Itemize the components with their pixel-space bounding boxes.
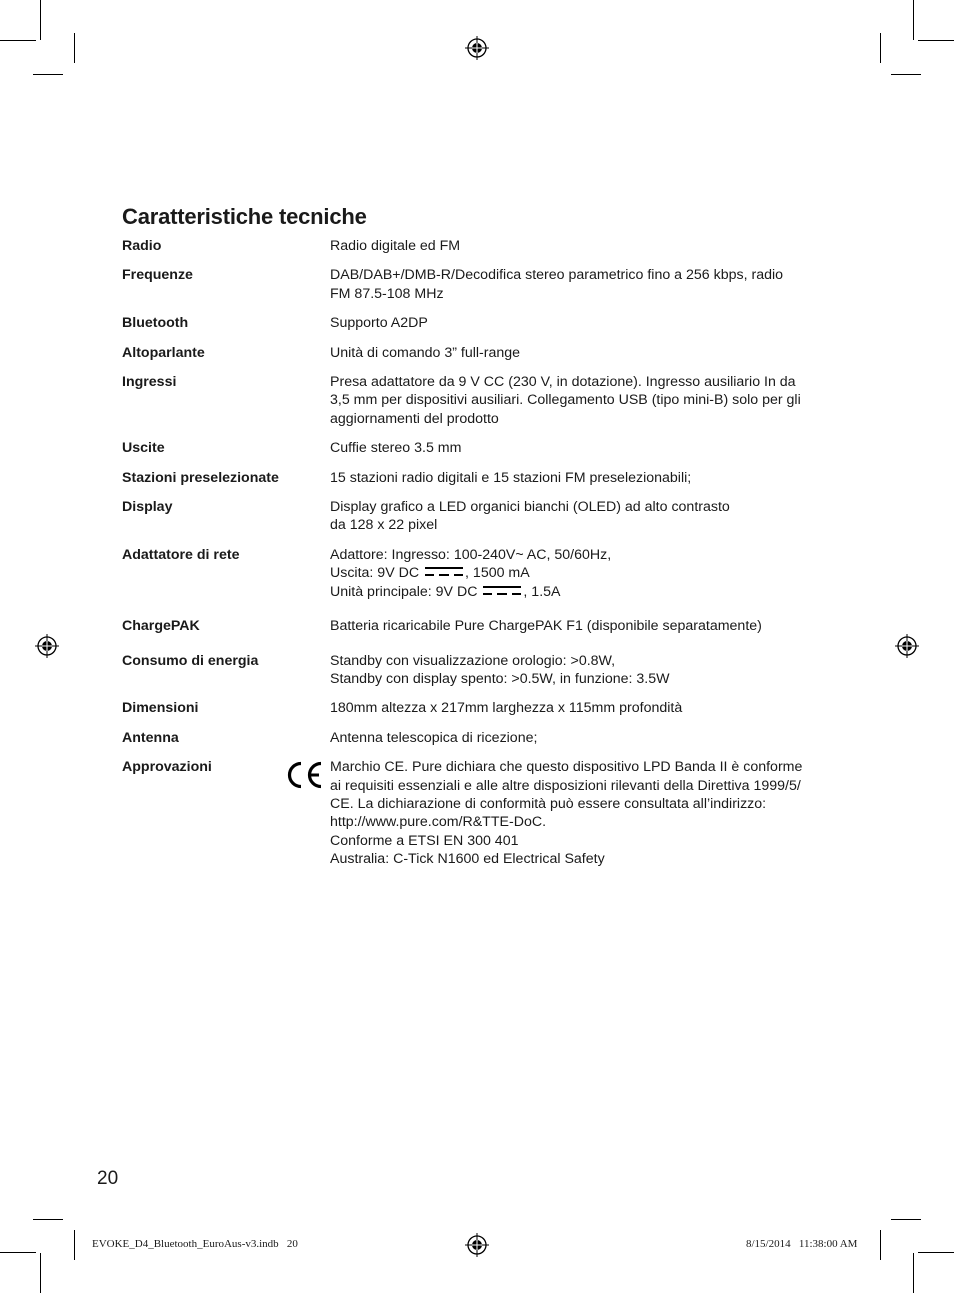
spec-value-line: Marchio CE. Pure dichiara che questo dispositivo LPD Banda II è conforme bbox=[330, 759, 803, 776]
dc-line-before: Uscita: 9V DC bbox=[330, 565, 420, 582]
spec-value-line: Unità di comando 3” full-range bbox=[330, 344, 521, 361]
spec-value-line: 180mm altezza x 217mm larghezza x 115mm profondità bbox=[330, 700, 683, 717]
spec-row-stazioni bbox=[122, 469, 842, 487]
spec-label: Display bbox=[122, 499, 173, 516]
registration-mark-icon bbox=[895, 634, 919, 658]
spec-row-display bbox=[122, 498, 842, 535]
spec-value-line bbox=[330, 583, 842, 601]
ce-mark-icon bbox=[284, 760, 324, 790]
crop-mark bbox=[913, 1253, 914, 1293]
footer-filename: EVOKE_D4_Bluetooth_EuroAus-v3.indb 20 bbox=[92, 1238, 298, 1250]
spec-value bbox=[330, 469, 842, 487]
dc-line-before: Unità principale: 9V DC bbox=[330, 583, 478, 600]
spec-value-line: FM 87.5-108 MHz bbox=[330, 285, 444, 302]
spec-value-line: Display grafico a LED organici bianchi (OLED) ad alto contrasto bbox=[330, 499, 730, 516]
spec-row-dimensioni bbox=[122, 699, 842, 717]
spec-label: Adattatore di rete bbox=[122, 546, 240, 563]
spec-value bbox=[330, 546, 842, 601]
spec-label: Consumo di energia bbox=[122, 652, 259, 669]
crop-mark bbox=[918, 40, 954, 41]
crop-mark bbox=[880, 33, 881, 63]
page-title: Caratteristiche tecniche bbox=[122, 204, 367, 229]
spec-label: ChargePAK bbox=[122, 618, 200, 635]
spec-label: Stazioni preselezionate bbox=[122, 469, 279, 486]
crop-mark bbox=[40, 1253, 41, 1293]
crop-mark bbox=[891, 1219, 921, 1220]
crop-mark bbox=[0, 40, 36, 41]
spec-row-ingressi bbox=[122, 373, 842, 428]
crop-mark bbox=[891, 74, 921, 75]
footer-timestamp: 8/15/2014 11:38:00 AM bbox=[746, 1238, 858, 1250]
spec-value-line: Supporto A2DP bbox=[330, 315, 428, 332]
spec-value bbox=[330, 439, 842, 457]
spec-value bbox=[330, 652, 842, 689]
crop-mark bbox=[0, 1252, 36, 1253]
spec-value bbox=[330, 699, 842, 717]
registration-mark-icon bbox=[465, 1233, 489, 1257]
spec-value bbox=[330, 266, 842, 303]
spec-value-line: Cuffie stereo 3.5 mm bbox=[330, 440, 462, 457]
dc-symbol-icon bbox=[483, 585, 521, 597]
spec-label: Frequenze bbox=[122, 267, 193, 284]
spec-row-consumo bbox=[122, 652, 842, 689]
crop-mark bbox=[33, 1219, 63, 1220]
spec-value-line: Australia: C-Tick N1600 ed Electrical Safety bbox=[330, 851, 605, 868]
crop-mark bbox=[913, 0, 914, 40]
spec-label: Uscite bbox=[122, 440, 165, 457]
spec-value bbox=[330, 617, 842, 635]
spec-value-line: Standby con display spento: >0.5W, in funzione: 3.5W bbox=[330, 670, 670, 687]
spec-row-antenna bbox=[122, 729, 842, 747]
dc-line-after: , 1500 mA bbox=[465, 565, 530, 582]
spec-value-line: Radio digitale ed FM bbox=[330, 238, 461, 254]
crop-mark bbox=[74, 1230, 75, 1260]
spec-row-radio bbox=[122, 237, 842, 255]
spec-value bbox=[330, 237, 842, 255]
spec-value-line: CE. La dichiarazione di conformità può essere consultata all’indirizzo: bbox=[330, 795, 767, 812]
spec-value-line bbox=[330, 564, 842, 582]
spec-value-line: DAB/DAB+/DMB-R/Decodifica stereo parametrico fino a 256 kbps, radio bbox=[330, 267, 784, 284]
spec-value-line: Standby con visualizzazione orologio: >0.8W, bbox=[330, 652, 616, 669]
spec-value-line: Antenna telescopica di ricezione; bbox=[330, 729, 538, 746]
dc-line-after: , 1.5A bbox=[523, 583, 561, 600]
spec-row-adattatore bbox=[122, 546, 842, 601]
spec-value bbox=[330, 729, 842, 747]
spec-value-line: Adattore: Ingresso: 100-240V~ AC, 50/60Hz, bbox=[330, 546, 612, 563]
spec-label: Antenna bbox=[122, 729, 179, 746]
crop-mark bbox=[33, 74, 63, 75]
page-number: 20 bbox=[97, 1168, 119, 1189]
spec-row-approvazioni bbox=[122, 758, 842, 868]
spec-value bbox=[330, 344, 842, 362]
spec-label: Approvazioni bbox=[122, 759, 212, 776]
spec-value-line: 15 stazioni radio digitali e 15 stazioni FM preselezionabili; bbox=[330, 469, 692, 486]
spec-row-altoparlante bbox=[122, 344, 842, 362]
spec-value-line: Batteria ricaricabile Pure ChargePAK F1 (disponibile separatamente) bbox=[330, 618, 762, 635]
spec-value bbox=[330, 373, 842, 428]
spec-value-line: da 128 x 22 pixel bbox=[330, 517, 438, 534]
spec-value-line: ai requisiti essenziali e alle altre disposizioni rilevanti della Direttiva 1999/5/ bbox=[330, 777, 801, 794]
spec-label: Ingressi bbox=[122, 374, 177, 391]
spec-value bbox=[330, 758, 842, 868]
crop-mark bbox=[74, 33, 75, 63]
spec-label: Bluetooth bbox=[122, 315, 189, 332]
crop-mark bbox=[918, 1252, 954, 1253]
spec-label: Radio bbox=[122, 238, 162, 254]
registration-mark-icon bbox=[35, 634, 59, 658]
spec-value-line: aggiornamenti del prodotto bbox=[330, 410, 499, 427]
registration-mark-icon bbox=[465, 36, 489, 60]
crop-mark bbox=[40, 0, 41, 40]
spec-row-frequenze bbox=[122, 266, 842, 303]
spec-value-line: http://www.pure.com/R&TTE-DoC. bbox=[330, 814, 547, 831]
spec-row-uscite bbox=[122, 439, 842, 457]
spec-label: Altoparlante bbox=[122, 344, 205, 361]
spec-table bbox=[122, 237, 842, 869]
spec-value-line: Presa adattatore da 9 V CC (230 V, in dotazione). Ingresso ausiliario In da bbox=[330, 374, 796, 391]
spec-value-line: Conforme a ETSI EN 300 401 bbox=[330, 832, 519, 849]
spec-value bbox=[330, 498, 842, 535]
spec-value bbox=[330, 314, 842, 332]
dc-symbol-icon bbox=[425, 566, 463, 578]
spec-row-bluetooth bbox=[122, 314, 842, 332]
crop-mark bbox=[880, 1230, 881, 1260]
spec-value-line: 3,5 mm per dispositivi ausiliari. Collegamento USB (tipo mini-B) solo per gli bbox=[330, 392, 801, 409]
spec-row-chargepak bbox=[122, 617, 842, 635]
spec-label: Dimensioni bbox=[122, 700, 199, 717]
